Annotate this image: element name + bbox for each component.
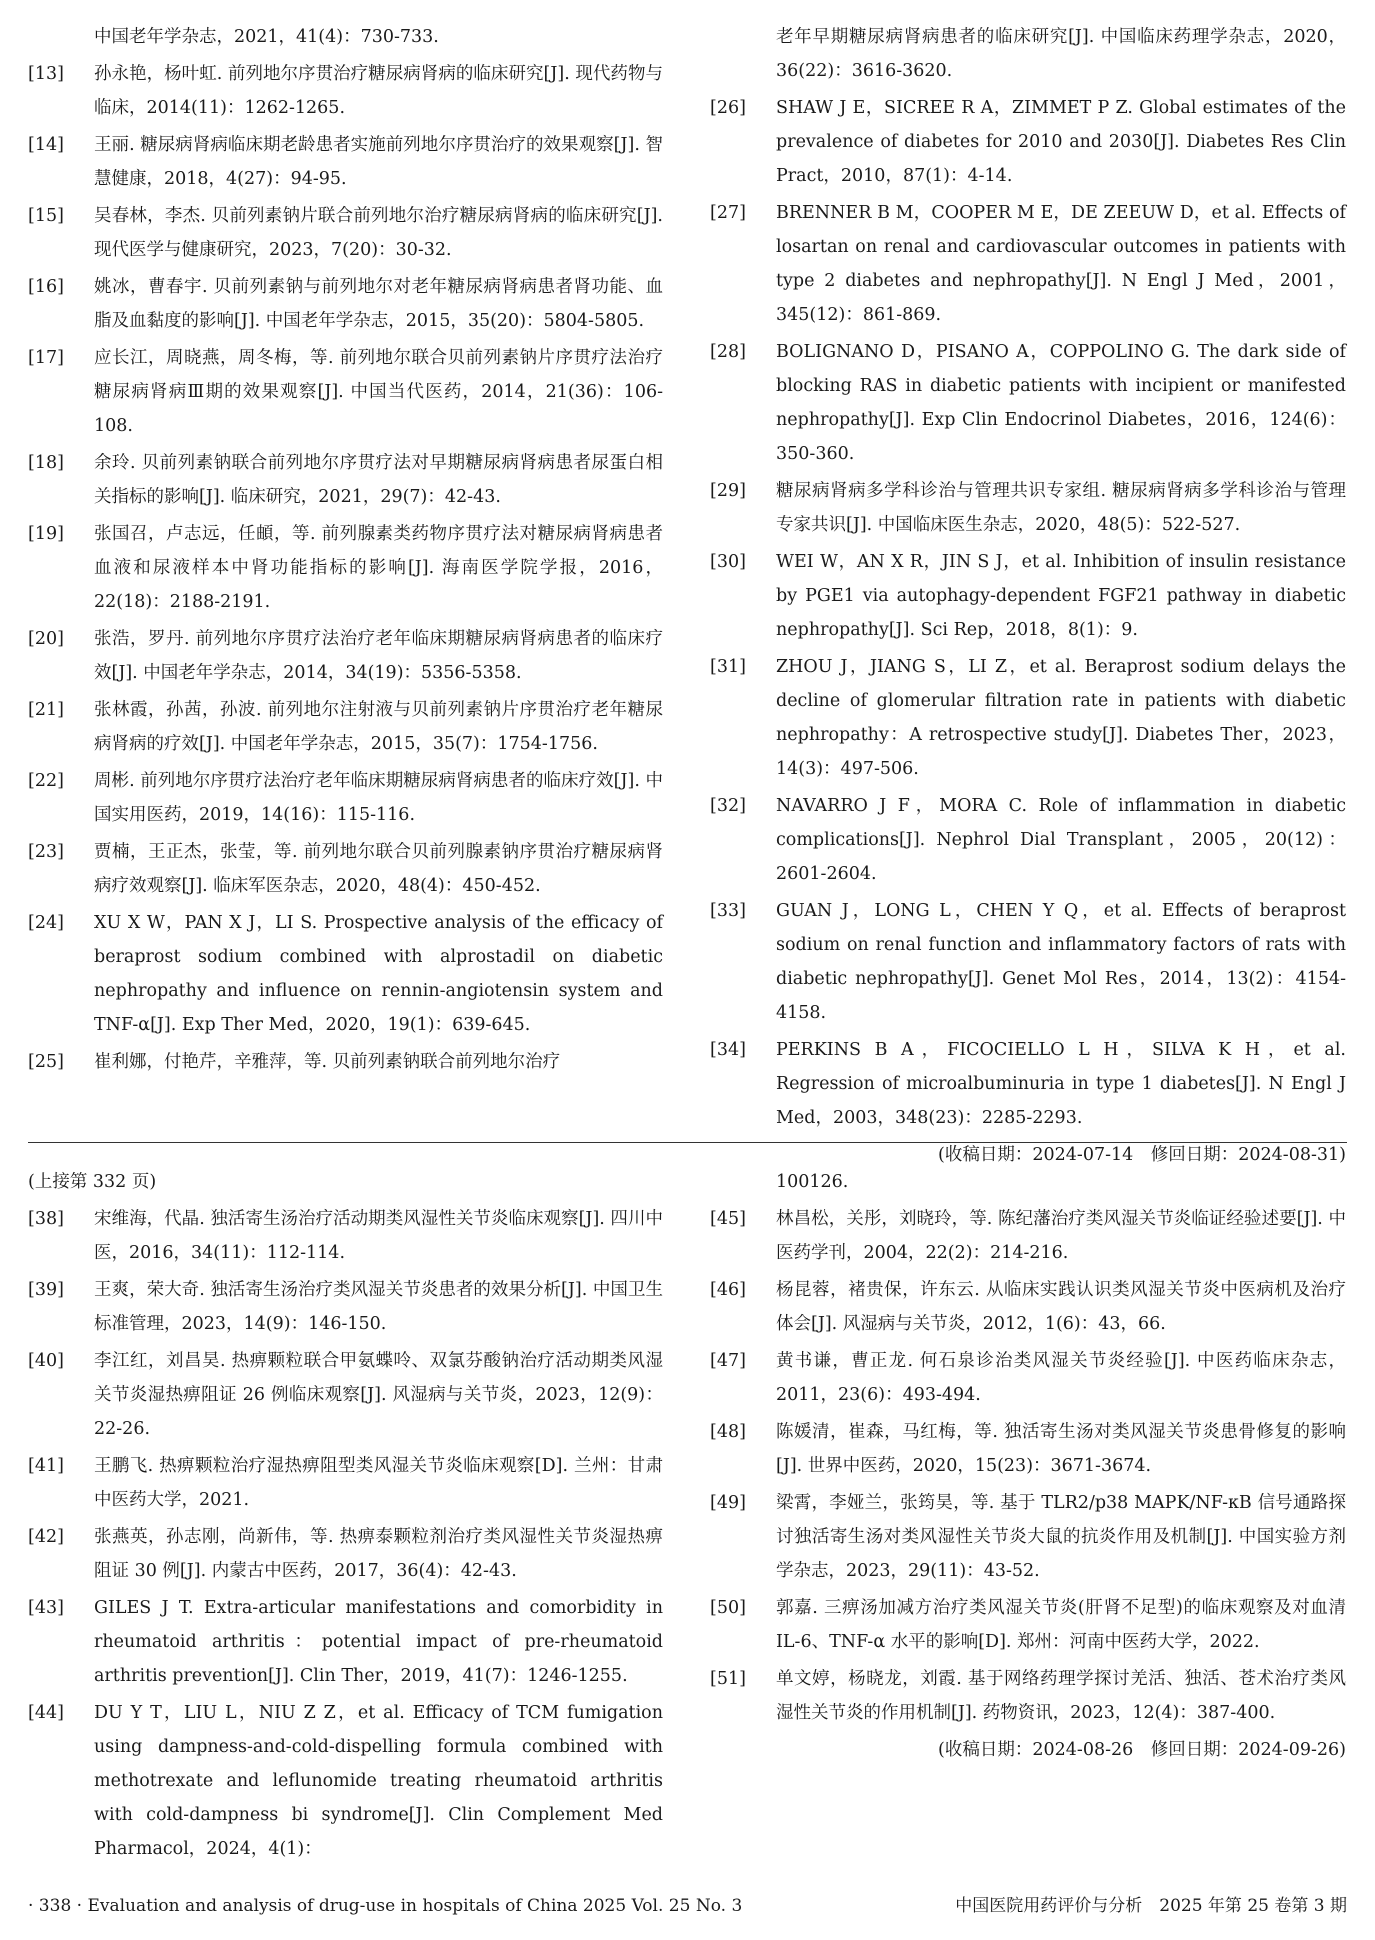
reference-27 xyxy=(710,196,1346,332)
reference-number: [51] xyxy=(710,1669,746,1689)
reference-text: 周彬. 前列地尔序贯疗法治疗老年临床期糖尿病肾病患者的临床疗效[J]. 中国实用医药，2019，14(16)：115-116. xyxy=(94,771,663,825)
reference-text: 王丽. 糖尿病肾病临床期老龄患者实施前列地尔序贯治疗的效果观察[J]. 智慧健康，2018，4(27)：94-95. xyxy=(94,135,663,189)
reference-text: 林昌松，关彤，刘晓玲，等. 陈纪藩治疗类风湿关节炎临证经验述要[J]. 中医药学刊，2004，22(2)：214-216. xyxy=(776,1209,1346,1263)
reference-number: [48] xyxy=(710,1422,746,1442)
reference-number: [13] xyxy=(28,64,64,84)
references-top-right xyxy=(710,20,1346,1172)
reference-13 xyxy=(28,57,663,125)
reference-text: XU X W，PAN X J，LI S. Prospective analysis of the efficacy of beraprost sodium combined with alprostadil on diabetic nephropathy and influence on rennin-angiotensin system and TNF-α[J]. Exp Ther Med，2020，19(1)：639-645. xyxy=(94,913,663,1035)
reference-text: 余玲. 贝前列素钠联合前列地尔序贯疗法对早期糖尿病肾病患者尿蛋白相关指标的影响[J]. 临床研究，2021，29(7)：42-43. xyxy=(94,453,663,507)
reference-18 xyxy=(28,446,663,514)
reference-number: [15] xyxy=(28,206,64,226)
reference-number: [23] xyxy=(28,842,64,862)
reference-number: [34] xyxy=(710,1040,746,1060)
reference-number: [16] xyxy=(28,277,64,297)
reference-15 xyxy=(28,199,663,267)
reference-number: [30] xyxy=(710,552,746,572)
reference-31 xyxy=(710,650,1346,786)
reference-text: PERKINS B A，FICOCIELLO L H，SILVA K H，et al. Regression of microalbuminuria in type 1 diabetes[J]. N Engl J Med，2003，348(23)：2285-2293. xyxy=(776,1040,1346,1128)
reference-text: GUAN J，LONG L，CHEN Y Q，et al. Effects of beraprost sodium on renal function and inflammatory factors of rats with diabetic nephropathy[J]. Genet Mol Res，2014，13(2)：4154-4158. xyxy=(776,901,1346,1023)
reference-number: [19] xyxy=(28,524,64,544)
reference-42 xyxy=(28,1520,663,1588)
reference-16 xyxy=(28,270,663,338)
reference-number: [22] xyxy=(28,771,64,791)
reference-32 xyxy=(710,789,1346,891)
reference-number: [32] xyxy=(710,796,746,816)
reference-number: [28] xyxy=(710,342,746,362)
reference-text: 宋维海，代晶. 独活寄生汤治疗活动期类风湿性关节炎临床观察[J]. 四川中医，2016，34(11)：112-114. xyxy=(94,1209,663,1263)
reference-number: [33] xyxy=(710,901,746,921)
reference-43 xyxy=(28,1591,663,1693)
reference-44 xyxy=(28,1696,663,1866)
reference-text: 孙永艳，杨叶虹. 前列地尔序贯治疗糖尿病肾病的临床研究[J]. 现代药物与临床，2014(11)：1262-1265. xyxy=(94,64,663,118)
reference-text: 崔利娜，付艳芹，辛雅萍，等. 贝前列素钠联合前列地尔治疗 xyxy=(94,1052,561,1072)
received-revised-dates: (收稿日期：2024-07-14 修回日期：2024-08-31) xyxy=(938,1145,1346,1165)
reference-22 xyxy=(28,764,663,832)
reference-text: 应长江，周晓燕，周冬梅，等. 前列地尔联合贝前列素钠片序贯疗法治疗糖尿病肾病Ⅲ期的效果观察[J]. 中国当代医药，2014，21(36)：106-108. xyxy=(94,348,663,436)
reference-number: [27] xyxy=(710,203,746,223)
reference-text: ZHOU J，JIANG S，LI Z，et al. Beraprost sodium delays the decline of glomerular filtration rate in patients with diabetic nephropathy：A retrospective study[J]. Diabetes Ther，2023，14(3)：497-506. xyxy=(776,657,1346,779)
reference-25 xyxy=(28,1045,663,1079)
reference-number: [40] xyxy=(28,1351,64,1371)
reference-number: [45] xyxy=(710,1209,746,1229)
reference-14 xyxy=(28,128,663,196)
footer-journal-english: · 338 · Evaluation and analysis of drug-use in hospitals of China 2025 Vol. 25 No. 3 xyxy=(28,1896,743,1916)
reference-30 xyxy=(710,545,1346,647)
page-footer xyxy=(28,1893,1347,1919)
reference-number: [47] xyxy=(710,1351,746,1371)
reference-text: BOLIGNANO D，PISANO A，COPPOLINO G. The dark side of blocking RAS in diabetic patients with incipient or manifested nephropathy[J]. Exp Clin Endocrinol Diabetes，2016，124(6)：350-360. xyxy=(776,342,1346,464)
reference-continuation: 100126. xyxy=(776,1172,849,1192)
received-revised-dates: (收稿日期：2024-08-26 修回日期：2024-09-26) xyxy=(938,1740,1346,1760)
reference-number: [18] xyxy=(28,453,64,473)
reference-17 xyxy=(28,341,663,443)
reference-29 xyxy=(710,474,1346,542)
reference-text: 王爽，荣大奇. 独活寄生汤治疗类风湿关节炎患者的效果分析[J]. 中国卫生标准管理，2023，14(9)：146-150. xyxy=(94,1280,663,1334)
reference-number: [24] xyxy=(28,913,64,933)
reference-text: 李江红，刘昌昊. 热痹颗粒联合甲氨蝶呤、双氯芬酸钠治疗活动期类风湿关节炎湿热痹阻证 26 例临床观察[J]. 风湿病与关节炎，2023，12(9)：22-26. xyxy=(94,1351,663,1439)
reference-number: [21] xyxy=(28,700,64,720)
reference-number: [31] xyxy=(710,657,746,677)
reference-34 xyxy=(710,1033,1346,1135)
reference-24 xyxy=(28,906,663,1042)
reference-text: 张浩，罗丹. 前列地尔序贯疗法治疗老年临床期糖尿病肾病患者的临床疗效[J]. 中国老年学杂志，2014，34(19)：5356-5358. xyxy=(94,629,663,683)
reference-number: [26] xyxy=(710,98,746,118)
reference-number: [44] xyxy=(28,1703,64,1723)
reference-46 xyxy=(710,1273,1346,1341)
reference-number: [14] xyxy=(28,135,64,155)
reference-38 xyxy=(28,1202,663,1270)
references-top-left xyxy=(28,20,663,1082)
reference-45 xyxy=(710,1202,1346,1270)
reference-text: SHAW J E，SICREE R A，ZIMMET P Z. Global estimates of the prevalence of diabetes for 2010 and 2030[J]. Diabetes Res Clin Pract，2010，87(1)：4-14. xyxy=(776,98,1346,186)
reference-51 xyxy=(710,1662,1346,1730)
references-bottom-right xyxy=(710,1165,1346,1767)
reference-23 xyxy=(28,835,663,903)
reference-text: WEI W，AN X R，JIN S J，et al. Inhibition of insulin resistance by PGE1 via autophagy-dependent FGF21 pathway in diabetic nephropathy[J]. Sci Rep，2018，8(1)：9. xyxy=(776,552,1346,640)
reference-number: [42] xyxy=(28,1527,64,1547)
reference-text: 王鹏飞. 热痹颗粒治疗湿热痹阻型类风湿关节炎临床观察[D]. 兰州：甘肃中医药大学，2021. xyxy=(94,1456,663,1510)
reference-21 xyxy=(28,693,663,761)
reference-26 xyxy=(710,91,1346,193)
reference-number: [41] xyxy=(28,1456,64,1476)
reference-text: 张林霞，孙茜，孙波. 前列地尔注射液与贝前列素钠片序贯治疗老年糖尿病肾病的疗效[J]. 中国老年学杂志，2015，35(7)：1754-1756. xyxy=(94,700,663,754)
reference-number: [39] xyxy=(28,1280,64,1300)
reference-47 xyxy=(710,1344,1346,1412)
reference-48 xyxy=(710,1415,1346,1483)
reference-text: 贾楠，王正杰，张莹，等. 前列地尔联合贝前列腺素钠序贯治疗糖尿病肾病疗效观察[J]. 临床军医杂志，2020，48(4)：450-452. xyxy=(94,842,663,896)
reference-50 xyxy=(710,1591,1346,1659)
reference-number: [25] xyxy=(28,1052,64,1072)
reference-text: 姚冰，曹春宇. 贝前列素钠与前列地尔对老年糖尿病肾病患者肾功能、血脂及血黏度的影响[J]. 中国老年学杂志，2015，35(20)：5804-5805. xyxy=(94,277,663,331)
reference-41 xyxy=(28,1449,663,1517)
reference-text: BRENNER B M，COOPER M E，DE ZEEUW D，et al. Effects of losartan on renal and cardiovascular outcomes in patients with type 2 diabetes and nephropathy[J]. N Engl J Med，2001，345(12)：861-869. xyxy=(776,203,1346,325)
reference-39 xyxy=(28,1273,663,1341)
references-bottom-left xyxy=(28,1165,663,1869)
reference-text: 张国召，卢志远，任頔，等. 前列腺素类药物序贯疗法对糖尿病肾病患者血液和尿液样本中肾功能指标的影响[J]. 海南医学院学报，2016，22(18)：2188-2191. xyxy=(94,524,663,612)
reference-continuation: 中国老年学杂志，2021，41(4)：730-733. xyxy=(94,27,439,47)
reference-number: [50] xyxy=(710,1598,746,1618)
reference-number: [29] xyxy=(710,481,746,501)
footer-journal-chinese: 中国医院用药评价与分析 2025 年第 25 卷第 3 期 xyxy=(955,1896,1347,1916)
reference-20 xyxy=(28,622,663,690)
reference-text: 糖尿病肾病多学科诊治与管理共识专家组. 糖尿病肾病多学科诊治与管理专家共识[J]. 中国临床医生杂志，2020，48(5)：522-527. xyxy=(776,481,1346,535)
reference-text: 吴春林，李杰. 贝前列素钠片联合前列地尔治疗糖尿病肾病的临床研究[J]. 现代医学与健康研究，2023，7(20)：30-32. xyxy=(94,206,663,260)
reference-continuation: 老年早期糖尿病肾病患者的临床研究[J]. 中国临床药理学杂志，2020，36(22)：3616-3620. xyxy=(776,27,1346,81)
reference-text: 单文婷，杨晓龙，刘霞. 基于网络药理学探讨羌活、独活、苍术治疗类风湿性关节炎的作用机制[J]. 药物资讯，2023，12(4)：387-400. xyxy=(776,1669,1346,1723)
section-divider xyxy=(28,1142,1347,1143)
reference-text: DU Y T，LIU L，NIU Z Z，et al. Efficacy of TCM fumigation using dampness-and-cold-dispelling formula combined with methotrexate and leflunomide treating rheumatoid arthritis with cold-dampness bi syndrome[J]. Clin Complement Med Pharmacol，2024，4(1)： xyxy=(94,1703,663,1859)
reference-text: 郭嘉. 三痹汤加减方治疗类风湿关节炎(肝肾不足型)的临床观察及对血清 IL-6、TNF-α 水平的影响[D]. 郑州：河南中医药大学，2022. xyxy=(776,1598,1346,1652)
reference-text: 梁霄，李娅兰，张筠昊，等. 基于 TLR2/p38 MAPK/NF-κB 信号通路探讨独活寄生汤对类风湿性关节炎大鼠的抗炎作用及机制[J]. 中国实验方剂学杂志，2023，29(11)：43-52. xyxy=(776,1493,1346,1581)
reference-number: [20] xyxy=(28,629,64,649)
reference-number: [17] xyxy=(28,348,64,368)
reference-19 xyxy=(28,517,663,619)
reference-49 xyxy=(710,1486,1346,1588)
reference-33 xyxy=(710,894,1346,1030)
reference-40 xyxy=(28,1344,663,1446)
reference-number: [46] xyxy=(710,1280,746,1300)
continued-from-note: (上接第 332 页) xyxy=(28,1172,157,1192)
reference-text: 杨昆蓉，褚贵保，许东云. 从临床实践认识类风湿关节炎中医病机及治疗体会[J]. 风湿病与关节炎，2012，1(6)：43，66. xyxy=(776,1280,1346,1334)
reference-text: 张燕英，孙志刚，尚新伟，等. 热痹泰颗粒剂治疗类风湿性关节炎湿热痹阻证 30 例[J]. 内蒙古中医药，2017，36(4)：42-43. xyxy=(94,1527,663,1581)
reference-text: GILES J T. Extra-articular manifestations and comorbidity in rheumatoid arthritis：potential impact of pre-rheumatoid arthritis prevention[J]. Clin Ther，2019，41(7)：1246-1255. xyxy=(94,1598,663,1686)
reference-number: [49] xyxy=(710,1493,746,1513)
reference-28 xyxy=(710,335,1346,471)
reference-number: [43] xyxy=(28,1598,64,1618)
reference-text: NAVARRO J F，MORA C. Role of inflammation in diabetic complications[J]. Nephrol Dial Transplant，2005，20(12)：2601-2604. xyxy=(776,796,1346,884)
reference-number: [38] xyxy=(28,1209,64,1229)
reference-text: 黄书谦，曹正龙. 何石泉诊治类风湿关节炎经验[J]. 中医药临床杂志，2011，23(6)：493-494. xyxy=(776,1351,1346,1405)
reference-text: 陈媛清，崔森，马红梅，等. 独活寄生汤对类风湿关节炎患骨修复的影响[J]. 世界中医药，2020，15(23)：3671-3674. xyxy=(776,1422,1346,1476)
